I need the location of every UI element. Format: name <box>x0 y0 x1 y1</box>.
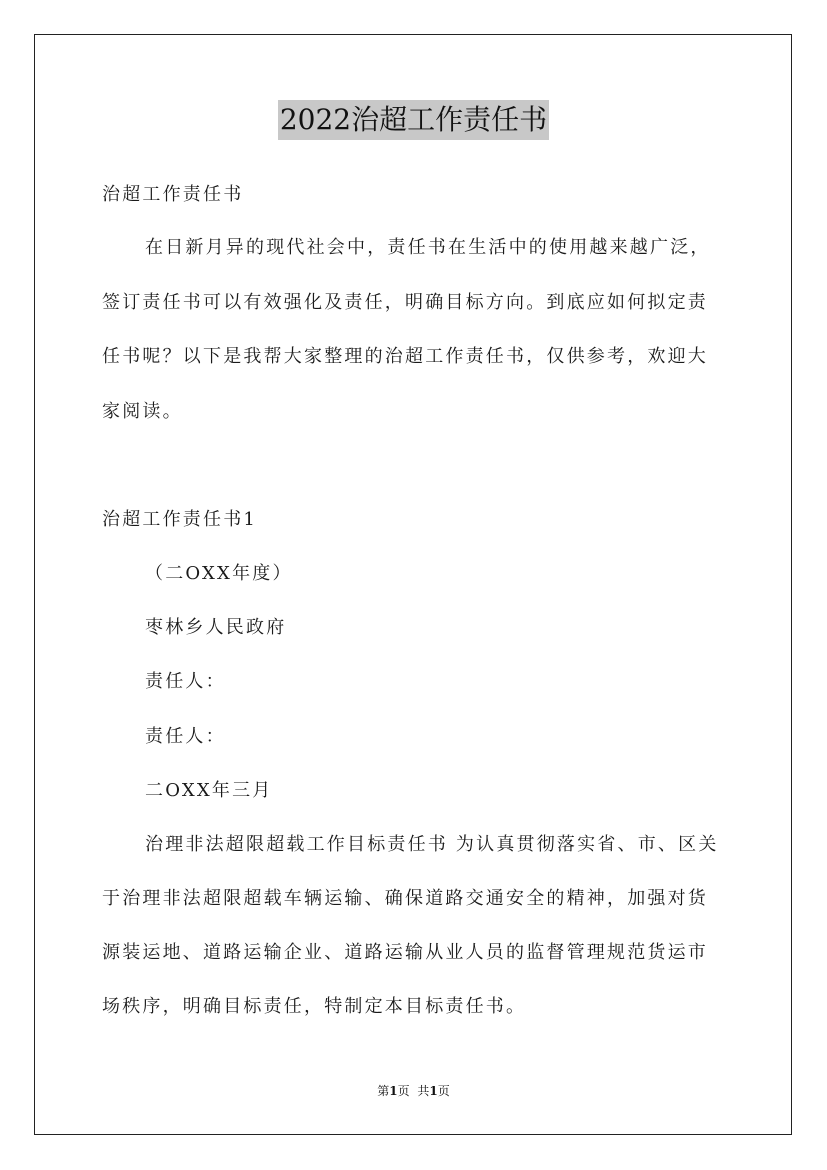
footer-page-prefix: 第 <box>377 1084 390 1098</box>
organization-line: 枣林乡人民政府 <box>145 617 287 638</box>
intro-paragraph-line: 在日新月异的现代社会中，责任书在生活中的使用越来越广泛， <box>145 237 711 258</box>
date-line: 二OXX年三月 <box>145 780 273 801</box>
responsible-person-line: 责任人： <box>145 726 226 747</box>
intro-paragraph-line: 签订责任书可以有效强化及责任，明确目标方向。到底应如何拟定责 <box>102 292 708 313</box>
section-heading: 治超工作责任书1 <box>102 509 258 530</box>
page-footer <box>0 1083 827 1099</box>
footer-page-suffix: 页 <box>397 1084 410 1098</box>
year-line: （二OXX年度） <box>145 563 293 584</box>
footer-total-suffix: 页 <box>437 1084 450 1098</box>
footer-total-prefix: 共 <box>417 1084 430 1098</box>
body-paragraph-line: 于治理非法超限超载车辆运输、确保道路交通安全的精神，加强对货 <box>102 888 708 909</box>
document-title: 2022治超工作责任书 <box>278 100 549 140</box>
body-paragraph-line: 场秩序，明确目标责任，特制定本目标责任书。 <box>102 996 527 1017</box>
footer-total-number: 1 <box>429 1084 438 1098</box>
intro-paragraph-line: 任书呢？以下是我帮大家整理的治超工作责任书，仅供参考，欢迎大 <box>102 346 708 367</box>
subtitle-line: 治超工作责任书 <box>102 184 244 205</box>
body-paragraph-line: 源装运地、道路运输企业、道路运输从业人员的监督管理规范货运市 <box>102 942 708 963</box>
title-container <box>0 100 827 140</box>
footer-page-number: 1 <box>389 1084 398 1098</box>
intro-paragraph-line: 家阅读。 <box>102 401 183 422</box>
responsible-person-line: 责任人： <box>145 671 226 692</box>
body-paragraph-line: 治理非法超限超载工作目标责任书 为认真贯彻落实省、市、区关 <box>145 834 719 855</box>
